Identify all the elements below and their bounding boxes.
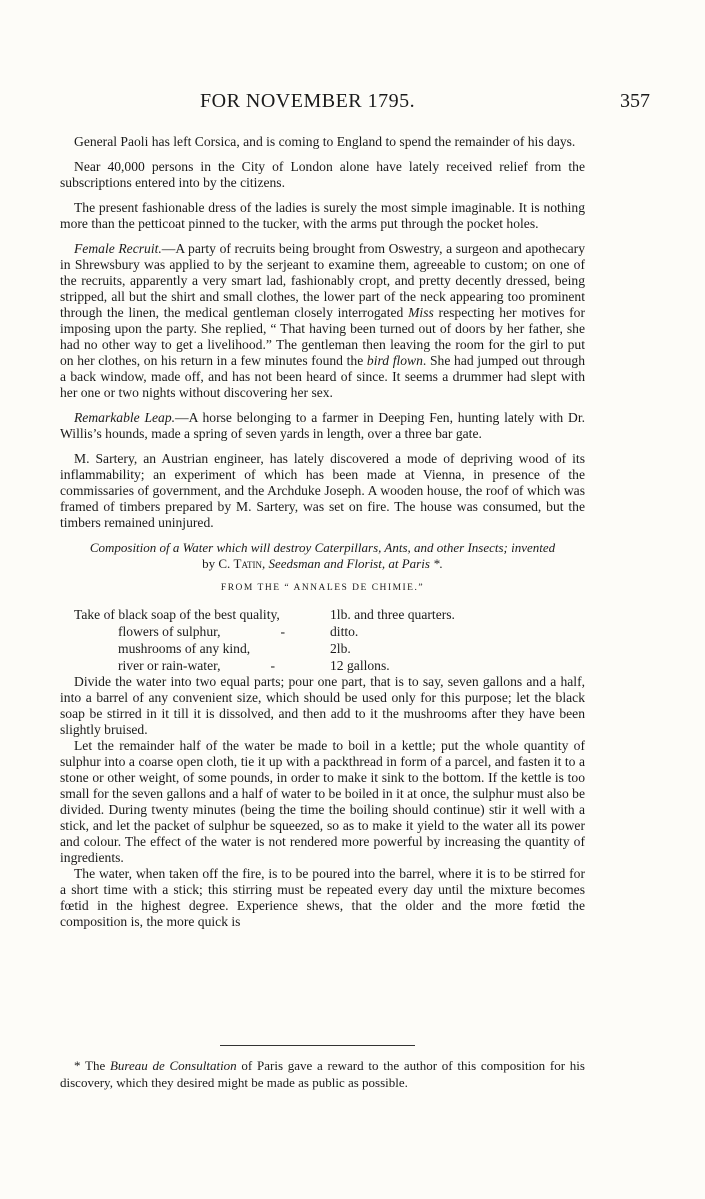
source-attribution: FROM THE “ ANNALES DE CHIMIE.”	[220, 583, 425, 593]
footnote: * The Bureau de Consultation of Paris gave a reward to the author of this composition for his discovery, which they desired might be made as public as possible.	[60, 1058, 585, 1090]
instruction-stir: The water, when taken off the fire, is to be poured into the barrel, where it is to be stirred for a short time with a stick; this stirring must be repeated every day until the mixture becomes fœtid in the highest degree. Experience shews, that the older and the more fœtid the composition is, the more quick is	[60, 866, 585, 929]
paragraph-remarkable-leap: Remarkable Leap.—A horse belonging to a farmer in Deeping Fen, hunting lately with Dr. Willis’s hounds, made a spring of seven yards in length, over a three bar gate.	[60, 410, 585, 441]
recipe-row: river or rain-water, - 12 gallons.	[118, 658, 390, 673]
recipe-row: Take of black soap of the best quality, 1lb. and three quarters.	[74, 607, 455, 622]
footnote-rule	[220, 1045, 415, 1046]
recipe-row: flowers of sulphur, - ditto.	[118, 624, 359, 639]
paragraph-female-recruit: Female Recruit.—A party of recruits being brought from Oswestry, a surgeon and apothecary in Shrewsbury was applied to by the serjeant to examine them, agreeable to custom; on one of the recruits, apparently a very smart lad, fashionably cropt, and pretty decently dressed, being stripped, all but the shirt and small clothes, the lower part of the neck appearing too prominent through the linen, the medical gentleman closely interrogated Miss respecting her motives for imposing upon the party. She replied, “ That having been turned out of doors by her father, she had no other way to get a livelihood.” The gentleman then leaving the room for the girl to put on her clothes, on his return in a few minutes found the bird flown. She had jumped out through a back window, made off, and has not been heard of since. It seems a drummer had slept with her one or two nights without discovering her sex.	[60, 241, 586, 400]
footnote-title: Bureau de Consultation	[109, 1058, 237, 1073]
female-recruit-title: Female Recruit.	[74, 241, 162, 256]
page-number: 357	[620, 90, 650, 112]
composition-heading: Composition of a Water which will destroy Caterpillars, Ants, and other Insects; invented by C. Tatin, Seedsman and Florist, at Paris *.	[89, 540, 556, 571]
article-body	[60, 134, 585, 930]
page-header	[60, 90, 650, 120]
paragraph-london-relief: Near 40,000 persons in the City of London alone have lately received relief from the subscriptions entered into by the citizens.	[60, 159, 585, 190]
remarkable-leap-title: Remarkable Leap.	[74, 410, 176, 425]
paragraph-sartery: M. Sartery, an Austrian engineer, has lately discovered a mode of depriving wood of its inflammability; an experiment of which has been made at Vienna, in presence of the commissaries of government, and the Archduke Joseph. A wooden house, the roof of which was framed of timbers prepared by M. Sartery, was set on fire. The house was consumed, but the timbers remained uninjured.	[60, 451, 585, 530]
instruction-boil: Let the remainder half of the water be made to boil in a kettle; put the whole quantity of sulphur into a coarse open cloth, tie it up with a packthread in form of a parcel, and fasten it to a stone or other weight, of some pounds, in order to make it sink to the bottom. If the kettle is too small for the seven gallons and a half of water to be boiled in it at once, the sulphur must also be divided. During twenty minutes (being the time the boiling should continue) stir it well with a stick, and let the packet of sulphur be squeezed, so as to make it yield to the water all its power and colour. The effect of the water is not rendered more powerful by increasing the quantity of ingredients.	[60, 738, 585, 865]
instruction-divide: Divide the water into two equal parts; pour one part, that is to say, seven gallons and a half, into a barrel of any convenient size, which should be used only for this purpose; let the black soap be stirred in it till it is dissolved, and then add to it the mushrooms after they have been slightly bruised.	[60, 674, 585, 737]
recipe-row: mushrooms of any kind, 2lb.	[118, 641, 351, 656]
recipe-list	[60, 606, 585, 674]
paragraph-paoli: General Paoli has left Corsica, and is coming to England to spend the remainder of his days.	[74, 134, 576, 149]
paragraph-fashion: The present fashionable dress of the ladies is surely the most simple imaginable. It is nothing more than the petticoat pinned to the tucker, with the arms put through the pocket holes.	[60, 200, 585, 231]
running-head: FOR NOVEMBER 1795.	[200, 90, 416, 112]
